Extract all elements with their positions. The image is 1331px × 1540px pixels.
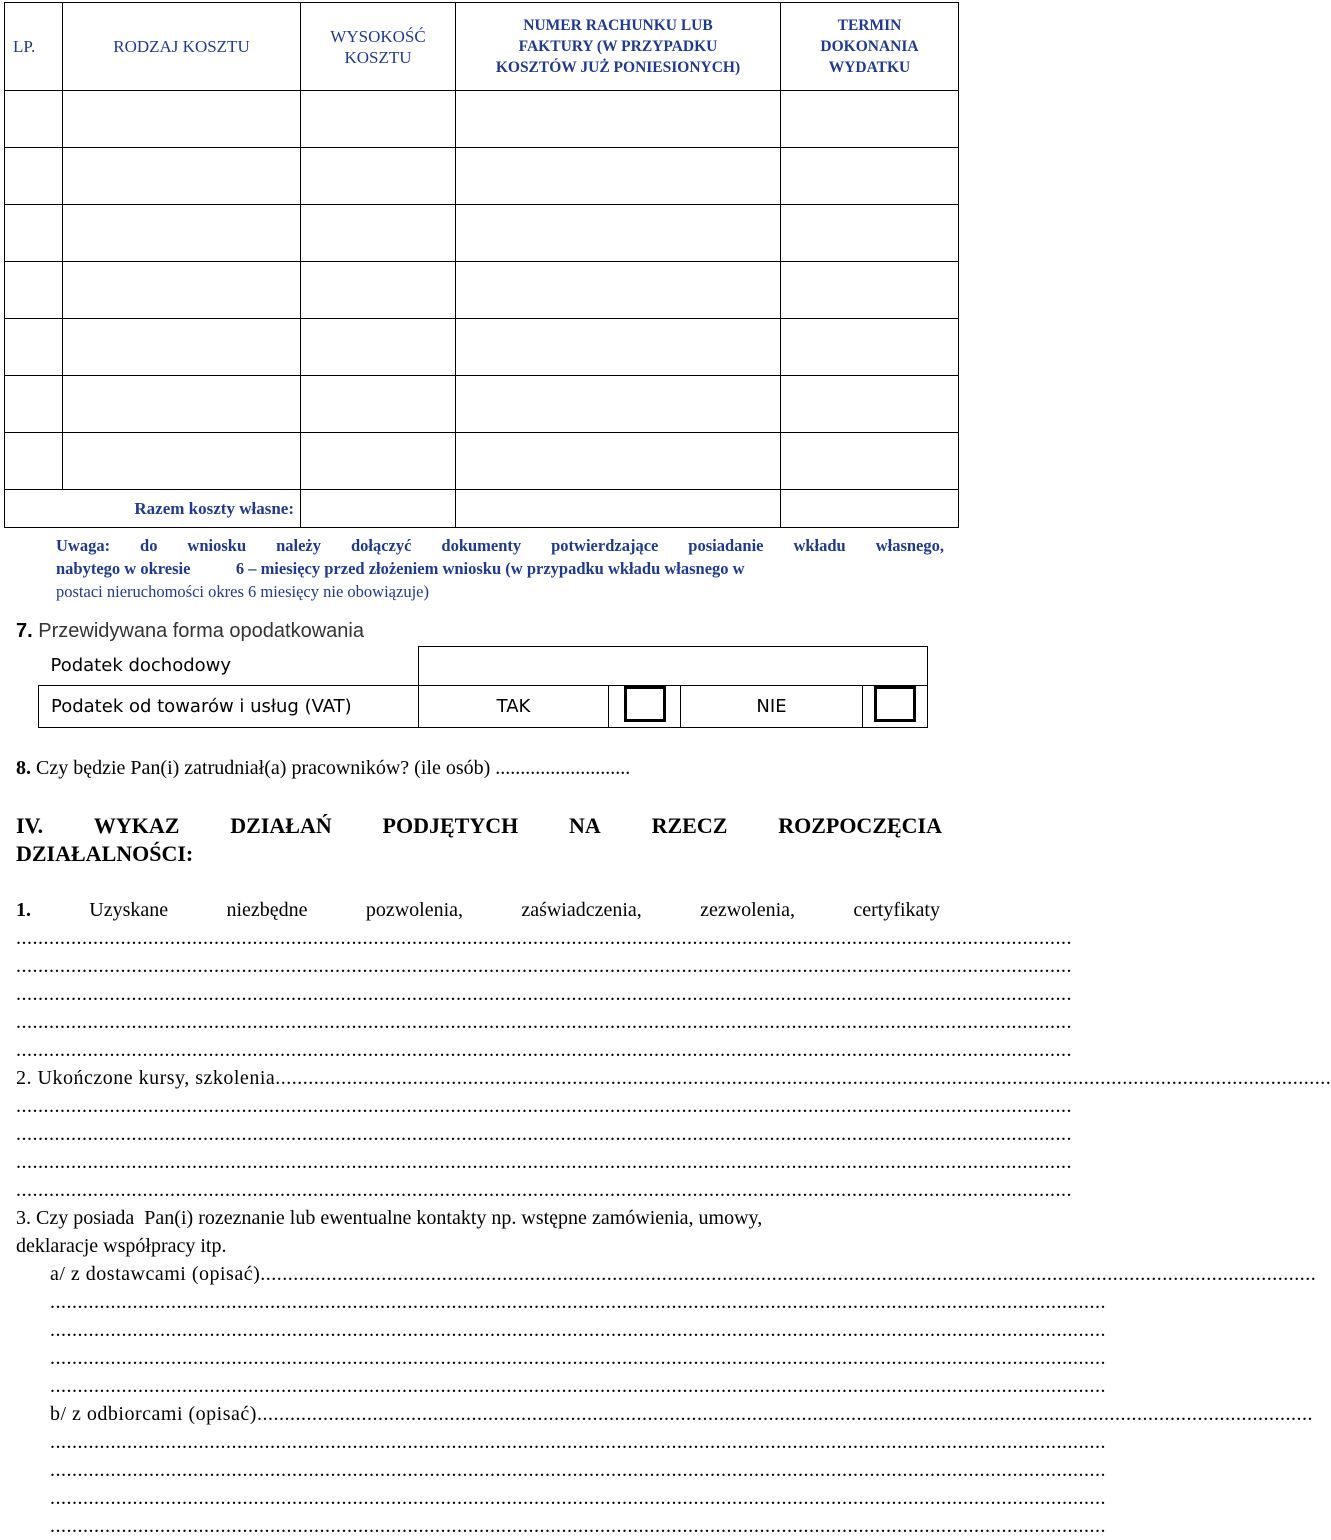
cell-lp[interactable] (5, 91, 63, 148)
cell-termin[interactable] (781, 205, 959, 262)
answer-line[interactable]: ................................................................................................................................................................................................ (16, 1123, 1072, 1145)
note-line: postaci nieruchomości okres 6 miesięcy nie obowiązuje) (56, 582, 429, 601)
tax-row-dochodowy (39, 647, 928, 686)
answer-line[interactable]: ................................................................................................................................................................................................ (256, 1403, 1313, 1425)
cell-numer[interactable] (456, 376, 781, 433)
answer-line[interactable]: ................................................................................................................................................................................................ (275, 1067, 1331, 1089)
item-1-word: Uzyskane (89, 899, 169, 921)
answer-line[interactable]: ................................................................................................................................................................................................ (50, 1375, 1106, 1397)
cell-numer[interactable] (456, 433, 781, 490)
heading-word: WYKAZ (93, 813, 180, 838)
item-1-word: niezbędne (226, 899, 308, 921)
cell-wysokosc[interactable] (301, 91, 456, 148)
table-row (5, 433, 959, 490)
cell-sum-value[interactable] (301, 490, 456, 528)
section-iv-line2: DZIAŁALNOŚCI: (16, 841, 194, 866)
cell-numer[interactable] (456, 91, 781, 148)
cell-numer[interactable] (456, 262, 781, 319)
answer-line[interactable]: ................................................................................................................................................................................................ (50, 1291, 1106, 1313)
table-row (5, 262, 959, 319)
cell-termin[interactable] (781, 91, 959, 148)
cell-wysokosc[interactable] (301, 205, 456, 262)
tax-row-vat (39, 686, 928, 728)
cell-sum-empty (456, 490, 781, 528)
table-row (5, 148, 959, 205)
cell-rodzaj[interactable] (63, 148, 301, 205)
header-numer-rachunku: NUMER RACHUNKU LUB FAKTURY (W PRZYPADKU KOSZTÓW JUŻ PONIESIONYCH) (456, 3, 781, 91)
cell-rodzaj[interactable] (63, 205, 301, 262)
section-7-number: 7. (16, 620, 33, 642)
cost-table-header-row (5, 3, 959, 91)
nie-label: NIE (681, 686, 863, 728)
tax-table (38, 646, 928, 728)
cell-wysokosc[interactable] (301, 376, 456, 433)
answer-line[interactable]: ................................................................................................................................................................................................ (16, 1095, 1072, 1117)
question-8 (16, 757, 630, 780)
cell-lp[interactable] (5, 433, 63, 490)
cell-lp[interactable] (5, 148, 63, 205)
item-1-word: pozwolenia, (365, 899, 464, 921)
question-8-text: Czy będzie Pan(i) zatrudniał(a) pracowników? (ile osób) ........................... (36, 757, 631, 779)
cell-sum-empty (781, 490, 959, 528)
cell-lp[interactable] (5, 262, 63, 319)
cell-wysokosc[interactable] (301, 148, 456, 205)
tax-label: Podatek dochodowy (50, 655, 232, 677)
item-1-word: zezwolenia, (700, 899, 796, 921)
heading-word: DZIAŁAŃ (230, 813, 332, 838)
question-8-number: 8. (16, 757, 31, 779)
cell-rodzaj[interactable] (63, 91, 301, 148)
cell-wysokosc[interactable] (301, 433, 456, 490)
cell-lp[interactable] (5, 319, 63, 376)
cell-termin[interactable] (781, 262, 959, 319)
answer-line[interactable]: ................................................................................................................................................................................................ (16, 1039, 1072, 1061)
answer-line[interactable]: ................................................................................................................................................................................................ (16, 1179, 1072, 1201)
cell-rodzaj[interactable] (63, 319, 301, 376)
item-3-question: 3. Czy posiada Pan(i) rozeznanie lub ewentualne kontakty np. wstępne zamówienia, umowy, (16, 1207, 763, 1229)
tax-label: Podatek od towarów i usług (VAT) (39, 686, 419, 728)
item-1-word: certyfikaty (853, 899, 940, 921)
header-wysokosc-kosztu: WYSOKOŚĆ KOSZTU (301, 3, 456, 91)
tak-label: TAK (419, 686, 609, 728)
answer-line[interactable]: ................................................................................................................................................................................................ (16, 1151, 1072, 1173)
cell-numer[interactable] (456, 319, 781, 376)
note-paragraph (56, 534, 944, 603)
nie-checkbox[interactable] (874, 686, 916, 722)
table-row (5, 319, 959, 376)
item-1-number: 1. (16, 899, 31, 921)
item-2-question (16, 1064, 1331, 1092)
cell-rodzaj[interactable] (63, 433, 301, 490)
cell-wysokosc[interactable] (301, 262, 456, 319)
answer-line[interactable]: ................................................................................................................................................................................................ (260, 1263, 1317, 1285)
cell-termin[interactable] (781, 319, 959, 376)
tax-dochodowy-field[interactable] (419, 647, 928, 686)
header-lp: LP. (5, 3, 63, 91)
cell-numer[interactable] (456, 205, 781, 262)
header-termin: TERMIN DOKONANIA WYDATKU (781, 3, 959, 91)
section-iv-line1 (16, 812, 942, 840)
section-7-title: Przewidywana forma opodatkowania (38, 620, 364, 642)
cell-numer[interactable] (456, 148, 781, 205)
heading-word: IV. (16, 813, 44, 838)
answer-line[interactable]: ................................................................................................................................................................................................ (16, 927, 1072, 949)
table-row (5, 91, 959, 148)
item-1-question (16, 896, 940, 924)
tak-checkbox-cell (609, 686, 681, 728)
cell-termin[interactable] (781, 376, 959, 433)
item-3-block (16, 1204, 1317, 1540)
item-3-question-cont: deklaracje współpracy itp. (16, 1235, 227, 1257)
cell-rodzaj[interactable] (63, 262, 301, 319)
cell-termin[interactable] (781, 148, 959, 205)
item-1-block (16, 896, 1072, 1064)
answer-line[interactable]: ................................................................................................................................................................................................ (50, 1347, 1106, 1369)
sum-row (5, 490, 959, 528)
answer-line[interactable]: ................................................................................................................................................................................................ (50, 1515, 1106, 1537)
item-3b-label: b/ z odbiorcami (opisać) (50, 1403, 257, 1425)
sum-label: Razem koszty własne: (5, 490, 301, 528)
note-line: Uwaga: do wniosku należy dołączyć dokumenty potwierdzające posiadanie wkładu własnego, (56, 536, 944, 555)
tak-checkbox[interactable] (624, 686, 666, 722)
header-rodzaj-kosztu: RODZAJ KOSZTU (63, 3, 301, 91)
item-3b (16, 1400, 1313, 1428)
item-2-text: 2. Ukończone kursy, szkolenia (16, 1067, 276, 1089)
heading-word: NA (569, 813, 601, 838)
table-row (5, 205, 959, 262)
cell-wysokosc[interactable] (301, 319, 456, 376)
item-2-block (16, 1064, 1331, 1204)
item-3a (16, 1260, 1317, 1288)
cell-lp[interactable] (5, 205, 63, 262)
answer-line[interactable]: ................................................................................................................................................................................................ (50, 1431, 1106, 1453)
table-row (5, 376, 959, 433)
section-iv-heading (16, 812, 942, 868)
item-3a-label: a/ z dostawcami (opisać) (50, 1263, 261, 1285)
cell-rodzaj[interactable] (63, 376, 301, 433)
answer-line[interactable]: ................................................................................................................................................................................................ (50, 1487, 1106, 1509)
heading-word: RZECZ (651, 813, 728, 838)
answer-line[interactable]: ................................................................................................................................................................................................ (50, 1319, 1106, 1341)
cell-lp[interactable] (5, 376, 63, 433)
answer-line[interactable]: ................................................................................................................................................................................................ (16, 1011, 1072, 1033)
note-line: nabytego w okresie 6 – miesięcy przed złożeniem wniosku (w przypadku wkładu własnego w (56, 559, 745, 578)
heading-word: ROZPOCZĘCIA (778, 813, 942, 838)
nie-checkbox-cell (863, 686, 928, 728)
item-1-word: zaświadczenia, (521, 899, 642, 921)
answer-line[interactable]: ................................................................................................................................................................................................ (16, 983, 1072, 1005)
cell-termin[interactable] (781, 433, 959, 490)
heading-word: PODJĘTYCH (382, 813, 519, 838)
section-7-heading (16, 620, 364, 643)
cost-table (4, 2, 959, 528)
answer-line[interactable]: ................................................................................................................................................................................................ (50, 1459, 1106, 1481)
answer-line[interactable]: ................................................................................................................................................................................................ (16, 955, 1072, 977)
